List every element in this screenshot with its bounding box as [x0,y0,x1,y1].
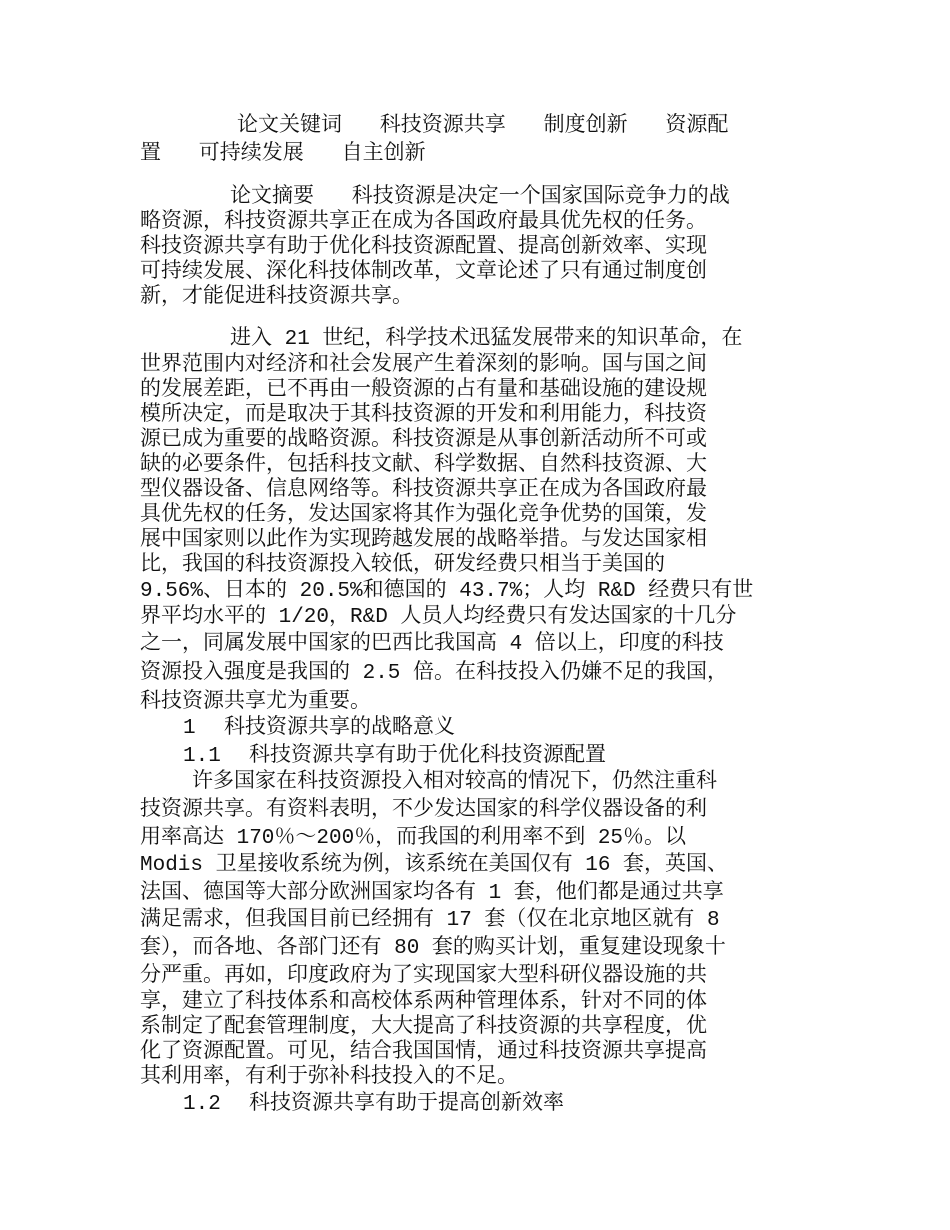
paragraph-line: 化了资源配置。可见，结合我国国情，通过科技资源共享提高 [140,1041,707,1064]
paragraph-line: 9.56%、日本的 20.5%和德国的 43.7%；人均 R&D 经费只有世 [140,580,754,603]
paragraph-line: Modis 卫星接收系统为例，该系统在美国仅有 16 套，英国、 [140,854,729,877]
keywords-line: 论文关键词 科技资源共享 制度创新 资源配 [237,115,729,138]
paragraph-line: 其利用率，有利于弥补科技投入的不足。 [140,1066,518,1089]
subsection-title: 科技资源共享有助于提高创新效率 [249,1093,564,1116]
paragraph-line: 型仪器设备、信息网络等。科技资源共享正在成为各国政府最 [140,479,707,502]
paragraph-line: 进入 21 世纪，科学技术迅猛发展带来的知识革命，在 [230,328,743,351]
abstract-line: 论文摘要 科技资源是决定一个国家国际竞争力的战 [230,186,730,209]
paragraph-line: 科技资源共享尤为重要。 [140,691,371,714]
keywords-line: 置 可持续发展 自主创新 [140,143,426,166]
subsection-number: 1.1 [183,745,221,768]
abstract-line: 可持续发展、深化科技体制改革，文章论述了只有通过制度创 [140,261,707,284]
paragraph-line: 满足需求，但我国目前已经拥有 17 套（仅在北京地区就有 8 [140,909,720,932]
paragraph-line: 技资源共享。有资料表明，不少发达国家的科学仪器设备的利 [140,799,707,822]
paragraph-line: 展中国家则以此作为实现跨越发展的战略举措。与发达国家相 [140,529,707,552]
subsection-number: 1.2 [183,1093,221,1116]
abstract-line: 略资源，科技资源共享正在成为各国政府最具优先权的任务。 [140,211,707,234]
paragraph-line: 模所决定，而是取决于其科技资源的开发和利用能力，科技资 [140,404,707,427]
paragraph-line: 资源投入强度是我国的 2.5 倍。在科技投入仍嫌不足的我国， [140,662,729,685]
paragraph-line: 套），而各地、各部门还有 80 套的购买计划，重复建设现象十 [140,937,726,960]
paragraph-line: 界平均水平的 1/20，R&D 人员人均经费只有发达国家的十几分 [140,606,737,629]
paragraph-line: 用率高达 170％～200％，而我国的利用率不到 25％。以 [140,827,687,850]
paragraph-line: 具优先权的任务，发达国家将其作为强化竞争优势的国策，发 [140,504,707,527]
paragraph-line: 分严重。再如，印度政府为了实现国家大型科研仪器设施的共 [140,965,707,988]
abstract-line: 科技资源共享有助于优化科技资源配置、提高创新效率、实现 [140,236,707,259]
paragraph-line: 系制定了配套管理制度，大大提高了科技资源的共享程度，优 [140,1016,707,1039]
paragraph-line: 享，建立了科技体系和高校体系两种管理体系，针对不同的体 [140,991,707,1014]
paragraph-line: 的发展差距，已不再由一般资源的占有量和基础设施的建设规 [140,379,707,402]
subsection-title: 科技资源共享有助于优化科技资源配置 [249,745,606,768]
paragraph-line: 法国、德国等大部分欧洲国家均各有 1 套，他们都是通过共享 [140,882,724,905]
paragraph-line: 源已成为重要的战略资源。科技资源是从事创新活动所不可或 [140,429,707,452]
section-title: 科技资源共享的战略意义 [224,717,455,740]
paragraph-line: 比，我国的科技资源投入较低，研发经费只相当于美国的 [140,554,665,577]
section-number: 1 [183,717,196,740]
paragraph-line: 许多国家在科技资源投入相对较高的情况下，仍然注重科 [192,771,717,794]
paragraph-line: 之一，同属发展中国家的巴西比我国高 4 倍以上，印度的科技 [140,633,724,656]
paragraph-line: 世界范围内对经济和社会发展产生着深刻的影响。国与国之间 [140,354,707,377]
abstract-line: 新，才能促进科技资源共享。 [140,286,413,309]
paragraph-line: 缺的必要条件，包括科技文献、科学数据、自然科技资源、大 [140,454,707,477]
